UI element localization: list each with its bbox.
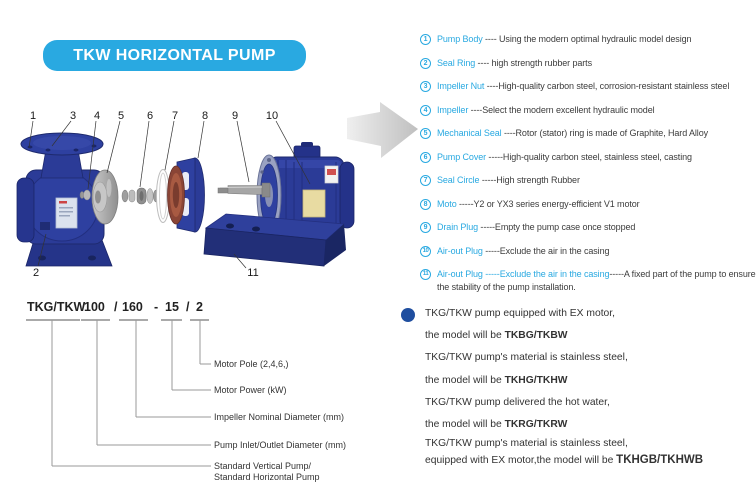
variant-line [425, 370, 752, 392]
callout-number: 5 [117, 110, 125, 122]
part-number-badge: 10 [420, 246, 431, 257]
part-description: ----Rotor (stator) ring is made of Graphite, Hard Alloy [501, 128, 709, 138]
variant-line [425, 436, 752, 452]
part-item [420, 33, 756, 46]
title-banner [43, 40, 306, 71]
part-number-badge: 3 [420, 81, 431, 92]
part-description: -----Exclude the air in the casing [482, 245, 610, 256]
variant-text: the model will be [425, 419, 505, 431]
callout-number: 10 [265, 110, 279, 122]
part-name: Moto [437, 198, 457, 209]
part-text [437, 151, 692, 164]
pump-cover [168, 158, 205, 232]
parts-list [420, 33, 756, 305]
mechanical-seal [122, 188, 159, 204]
part-name: Seal Circle [437, 175, 480, 185]
callout-leader-line [198, 121, 204, 158]
part-item [420, 57, 756, 70]
impeller-nut [80, 190, 91, 200]
part-name: Drain Plug [437, 222, 479, 232]
part-description: ----High-quality carbon steel, corrosion-resistant stainless steel [484, 81, 730, 91]
model-code-separator: / [114, 300, 118, 314]
part-text [437, 268, 756, 294]
model-code-segment: 2 [196, 300, 203, 314]
part-name: Impeller Nut [437, 81, 485, 91]
callout-number: 11 [247, 267, 259, 279]
part-description: -----Empty the pump case once stopped [478, 222, 636, 232]
part-text [437, 127, 708, 140]
part-name: Seal Ring [437, 57, 476, 68]
part-name: Pump Cover [437, 151, 487, 162]
variant-line [425, 452, 752, 469]
part-description: -----Y2 or YX3 series energy-efficient V1 motor [456, 198, 640, 209]
part-number-badge: 8 [420, 199, 431, 210]
variant-models [400, 303, 752, 469]
part-text [437, 198, 640, 211]
part-number-badge: 4 [420, 105, 431, 116]
model-code-segment: 15 [165, 300, 179, 314]
part-number-badge: 11 [420, 269, 431, 280]
callout-number: 7 [171, 110, 179, 122]
part-description: ---- high strength rubber parts [475, 57, 592, 68]
variant-text: TKG/TKW pump's material is stainless steel, [425, 438, 628, 450]
pump-exploded-diagram [10, 100, 355, 295]
model-code-text: TKHG/TKHW [504, 374, 568, 386]
part-item [420, 104, 756, 117]
model-code-label: Impeller Nominal Diameter (mm) [214, 412, 345, 422]
model-code-label: Standard Vertical Pump/ [214, 461, 312, 471]
part-text [437, 221, 635, 234]
variant-line [425, 392, 752, 414]
part-number-badge: 2 [420, 58, 431, 69]
variant-text: the model will be [425, 330, 505, 342]
callout-number: 9 [231, 110, 239, 122]
part-description: -----A fixed part of the pump to ensure the stability of the pump installation. [437, 269, 756, 292]
part-item [420, 245, 756, 258]
variant-text: TKG/TKW pump delivered the hot water, [425, 396, 610, 408]
model-code-text: TKRG/TKRW [504, 419, 568, 431]
part-text [437, 174, 580, 187]
model-code-segment: 100 [84, 300, 105, 314]
part-number-badge: 5 [420, 128, 431, 139]
variant-line [425, 347, 752, 369]
model-code-label: Standard Horizontal Pump [214, 472, 320, 482]
model-code-segment: 160 [122, 300, 143, 314]
part-name: Pump Body [437, 34, 483, 44]
part-item [420, 268, 756, 294]
part-number-badge: 7 [420, 175, 431, 186]
model-code-label: Motor Pole (2,4,6,) [214, 359, 289, 369]
model-code-text: TKBG/TKBW [504, 330, 568, 342]
part-item [420, 151, 756, 164]
variant-text: the model will be [425, 374, 505, 386]
model-code-text: TKHGB/TKHWB [616, 454, 704, 467]
callout-leader-line [107, 121, 120, 173]
part-item [420, 174, 756, 187]
callout-number: 1 [29, 110, 37, 122]
part-text [437, 80, 729, 93]
part-item [420, 221, 756, 234]
part-number-badge: 1 [420, 34, 431, 45]
callout-number: 3 [69, 110, 77, 122]
variant-text: TKG/TKW pump's material is stainless steel, [425, 352, 628, 364]
part-text [437, 57, 592, 70]
callout-leader-line [237, 121, 249, 182]
callout-number: 8 [201, 110, 209, 122]
part-item [420, 80, 756, 93]
part-name: Air-out Plug -----Exclude the air in the casing [437, 269, 610, 279]
variant-line [425, 303, 752, 325]
part-item [420, 198, 756, 211]
variant-line [425, 325, 752, 347]
part-name: Air-out Plug [437, 245, 483, 256]
model-code-diagram [25, 295, 355, 490]
model-code-separator: / [186, 300, 190, 314]
callout-leader-line [165, 121, 174, 170]
callout-leader-line [140, 121, 149, 187]
callout-number: 6 [146, 110, 154, 122]
part-description: -----High-quality carbon steel, stainless steel, casting [486, 151, 692, 162]
part-name: Impeller [437, 104, 469, 115]
variant-text: TKG/TKW pump equipped with EX motor, [425, 308, 615, 319]
motor-shaft [218, 183, 270, 197]
right-arrow-icon [340, 96, 425, 164]
model-code-label: Motor Power (kW) [214, 385, 287, 395]
page-title: TKW HORIZONTAL PUMP [73, 46, 276, 64]
bullet-icon [401, 308, 415, 322]
part-number-badge: 6 [420, 152, 431, 163]
part-text [437, 33, 691, 46]
part-text [437, 245, 609, 258]
impeller [92, 170, 118, 224]
variant-line [425, 414, 752, 436]
callout-number: 4 [93, 110, 101, 122]
model-code-label: Pump Inlet/Outlet Diameter (mm) [214, 440, 347, 450]
variant-lines [425, 303, 752, 469]
part-description: ---- Using the modern optimal hydraulic model design [482, 34, 692, 44]
part-description: ----Select the modern excellent hydraulic model [468, 104, 655, 115]
part-number-badge: 9 [420, 222, 431, 233]
part-description: -----High strength Rubber [479, 175, 580, 185]
callout-number: 2 [32, 267, 40, 279]
part-item [420, 127, 756, 140]
variant-text: equipped with EX motor,the model will be [425, 455, 617, 467]
motor-nameplate [303, 190, 325, 217]
part-name: Mechanical Seal [437, 128, 502, 138]
model-code-segment: TKG/TKW [27, 300, 86, 314]
part-text [437, 104, 655, 117]
model-code-separator: - [154, 300, 159, 314]
